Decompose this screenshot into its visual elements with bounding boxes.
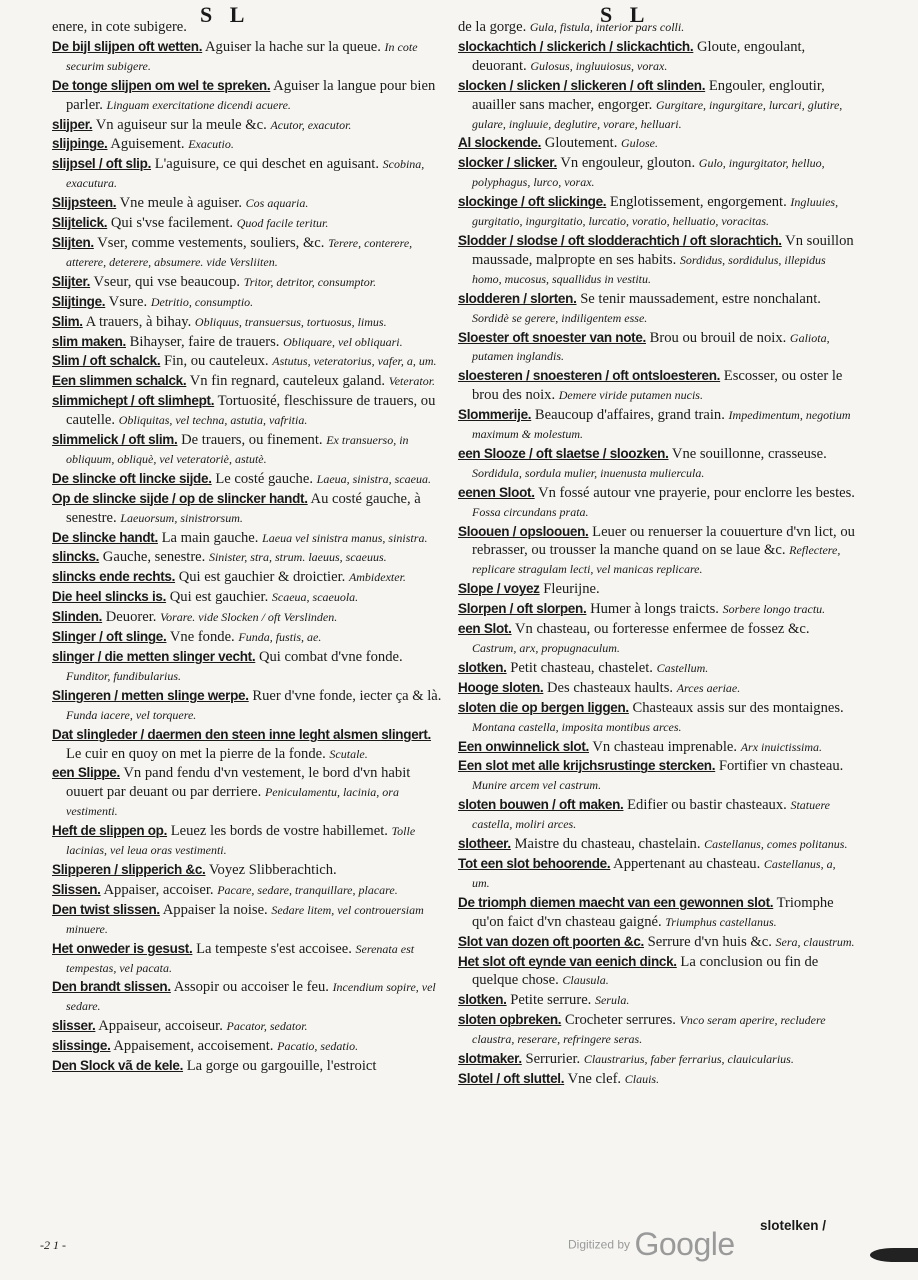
dictionary-entry — [52, 1037, 444, 1056]
entry-french: Vn fin regnard, cauteleux galand. — [189, 373, 386, 390]
dictionary-entry — [458, 484, 856, 522]
dictionary-entry — [52, 214, 444, 233]
entry-french: A trauers, à bihay. — [85, 313, 192, 330]
dictionary-entry — [458, 855, 856, 893]
entry-french: Vn fossé autour vne prayerie, pour enclorre les bestes. — [538, 484, 855, 501]
entry-latin: Castrum, arx, propugnaculum. — [472, 641, 620, 655]
entry-latin: Funda, fustis, ae. — [238, 630, 322, 645]
entry-latin: Detritio, consumptio. — [150, 294, 254, 309]
entry-french: Fin, ou cauteleux. — [164, 353, 269, 370]
entry-headword: slocken / slicken / slickeren / oft slinden. — [458, 77, 706, 93]
entry-latin: Exacutio. — [188, 137, 234, 152]
dictionary-entry — [458, 933, 856, 952]
entry-french: Aguisement. — [110, 136, 185, 153]
dictionary-entry — [458, 406, 856, 444]
entry-french: Vne souillonne, crasseuse. — [671, 445, 827, 462]
dictionary-entry — [52, 764, 444, 821]
dictionary-entry — [52, 135, 444, 154]
dictionary-entry — [52, 901, 444, 939]
entry-french: Le costé gauche. — [215, 470, 313, 487]
entry-headword: Het onweder is gesust. — [52, 940, 193, 956]
entry-french: Leuez les bords de vostre habillemet. — [170, 823, 388, 840]
dictionary-entry — [52, 687, 444, 725]
dictionary-entry — [52, 18, 444, 37]
entry-latin: Obliquus, transuersus, tortuosus, limus. — [194, 314, 387, 329]
entry-latin: Scaeua, scaeuola. — [271, 590, 359, 605]
entry-latin: Arx inuictissima. — [740, 739, 823, 754]
entry-headword: slijpinge. — [52, 136, 108, 152]
entry-headword: Den twist slissen. — [52, 901, 160, 917]
dictionary-entry — [458, 367, 856, 405]
entry-french: Edifier ou bastir chasteaux. — [627, 797, 787, 814]
entry-headword: sloesteren / snoesteren / oft ontsloesteren. — [458, 368, 721, 384]
entry-french: Deuorer. — [105, 609, 157, 626]
entry-headword: De slincke handt. — [52, 529, 158, 545]
entry-french: Le cuir en quoy on met la pierre de la fonde. — [66, 745, 326, 762]
dictionary-entry — [458, 445, 856, 483]
entry-headword: Heft de slippen op. — [52, 823, 168, 839]
dictionary-entry — [52, 548, 444, 567]
dictionary-entry — [52, 372, 444, 391]
entry-latin: Triumphus castellanus. — [665, 914, 777, 929]
entry-headword: slotheer. — [458, 836, 511, 852]
entry-latin: Sinister, stra, strum. laeuus, scaeuus. — [208, 550, 387, 565]
entry-french: Voyez Slibberachtich. — [208, 861, 337, 878]
entry-latin: Funditor, fundibularius. — [66, 668, 182, 683]
entry-latin: Fossa circundans prata. — [472, 504, 589, 519]
entry-headword: slincks ende rechts. — [52, 569, 176, 585]
dictionary-entry — [52, 392, 444, 430]
entry-headword: Den brandt slissen. — [52, 979, 171, 995]
entry-french: Gloutement. — [544, 135, 618, 152]
dictionary-entry — [52, 38, 444, 76]
entry-latin: Castellanus, comes politanus. — [704, 837, 848, 852]
entry-headword: slinger / die metten slinger vecht. — [52, 649, 256, 664]
dictionary-entry — [52, 529, 444, 548]
entry-latin: Ambidexter. — [348, 570, 406, 585]
entry-headword: Op de slincke sijde / op de slincker handt. — [52, 490, 308, 506]
entry-headword: Sloouen / opsloouen. — [458, 523, 589, 539]
entry-headword: sloten bouwen / oft maken. — [458, 797, 624, 813]
dictionary-entry — [52, 861, 444, 880]
entry-latin: Sorbere longo tractu. — [722, 602, 826, 617]
entry-latin: Demere viride putamen nucis. — [558, 388, 703, 403]
entry-latin: Sordidus, sordidulus, illepidus homo, mucosus, squallidus in vestitu. — [472, 252, 826, 286]
entry-latin: Gurgitare, ingurgitare, lurcari, glutire, gulare, ingluuie, deglutire, vorare, helluari. — [472, 97, 843, 131]
entry-french: Engouler, engloutir, auailler sans macher, engorger. — [472, 77, 825, 113]
entry-french: Chasteaux assis sur des montaignes. — [632, 699, 844, 716]
entry-latin: Clausula. — [562, 973, 609, 988]
entry-headword: Slot van dozen oft poorten &c. — [458, 933, 644, 949]
entry-french: Gauche, senestre. — [102, 549, 206, 566]
entry-french: Se tenir maussadement, estre nonchalant. — [580, 290, 821, 307]
entry-latin: Gulose. — [621, 136, 659, 151]
entry-french: Vne meule à aguiser. — [119, 195, 243, 212]
entry-headword: Slijtinge. — [52, 293, 106, 309]
entry-french: Appertenant au chasteau. — [613, 855, 761, 872]
entry-headword: slodderen / slorten. — [458, 290, 577, 306]
entry-latin: Peniculamentu, lacinia, ora vestimenti. — [66, 785, 399, 819]
entry-headword: een Slooze / oft slaetse / sloozken. — [458, 445, 669, 461]
dictionary-entry — [52, 1017, 444, 1036]
entry-headword: Slodder / slodse / oft slodderachtich / oft slorachtich. — [458, 232, 782, 248]
dictionary-entry — [458, 738, 856, 757]
entry-french: La conclusion ou fin de quelque chose. — [472, 953, 819, 989]
signature-mark: -2 1 - — [40, 1238, 66, 1252]
dictionary-entry — [458, 600, 856, 619]
entry-latin: Scutale. — [329, 746, 368, 761]
entry-latin: Tolle lacinias, vel leua oras vestimenti. — [66, 824, 416, 858]
entry-headword: De slincke oft lincke sijde. — [52, 470, 212, 486]
entry-french: Qui est gauchier. — [169, 589, 269, 606]
entry-latin: Pacare, sedare, tranquillare, placare. — [217, 882, 398, 897]
dictionary-entry — [52, 568, 444, 587]
entry-headword: Een slot met alle krijchsrustinge stercken. — [458, 758, 716, 774]
entry-latin: Astutus, veteratorius, vafer, a, um. — [272, 354, 437, 369]
entry-latin: Clauis. — [624, 1071, 660, 1086]
entry-headword: sloten opbreken. — [458, 1012, 562, 1028]
entry-french: Appaiser, accoiser. — [103, 881, 214, 898]
entry-french: Serrure d'vn huis &c. — [647, 933, 772, 950]
entry-headword: De triomph diemen maecht van een gewonnen slot. — [458, 894, 774, 910]
entry-latin: Impedimentum, negotium maximum & molestum. — [472, 408, 851, 442]
entry-latin: Laeuorsum, sinistrorsum. — [120, 510, 243, 525]
dictionary-entry — [458, 835, 856, 854]
entry-french: La tempeste s'est accoisee. — [196, 940, 352, 957]
entry-french: Serrurier. — [525, 1051, 581, 1068]
entry-french: Qui est gauchier & droictier. — [178, 569, 346, 586]
entry-french: Au costé gauche, à senestre. — [66, 490, 421, 526]
entry-latin: Sordidula, sordula mulier, inuenusta muliercula. — [472, 465, 705, 480]
dictionary-entry — [52, 234, 444, 272]
entry-french: Tortuosité, fleschissure de trauers, ou cautelle. — [66, 393, 436, 429]
dictionary-entry — [52, 155, 444, 193]
entry-latin: Statuere castella, moliri arces. — [472, 798, 830, 832]
dictionary-entry — [458, 18, 856, 37]
entry-headword: Slommerije. — [458, 407, 532, 423]
dictionary-entry — [458, 134, 856, 153]
entry-headword: Slope / voyez — [458, 581, 540, 597]
dictionary-entry — [52, 470, 444, 489]
entry-headword: Dat slingleder / daermen den steen inne leght alsmen slingert. — [52, 726, 432, 742]
entry-headword: een Slippe. — [52, 765, 120, 781]
dictionary-entry — [52, 940, 444, 978]
entry-latin: Ex transuerso, in obliquum, obliquè, vel veteratoriè, astutè. — [66, 433, 409, 466]
page-curl-shadow — [870, 1248, 918, 1262]
entry-french: enere, in cote subigere. — [52, 19, 187, 35]
entry-latin: Sordidè se gerere, indiligentem esse. — [472, 310, 648, 325]
entry-headword: slimmelick / oft slim. — [52, 432, 178, 448]
entry-latin: Arces aeriae. — [676, 680, 741, 695]
dictionary-entry — [52, 726, 444, 764]
entry-headword: Tot een slot behoorende. — [458, 855, 611, 871]
entry-headword: slimmichept / oft slimhept. — [52, 393, 215, 409]
entry-headword: Slorpen / oft slorpen. — [458, 601, 587, 617]
entry-latin: Tritor, detritor, consumptor. — [243, 274, 377, 289]
dictionary-entry — [458, 659, 856, 678]
digitized-prefix: Digitized by — [568, 1237, 631, 1252]
entry-french: Petite serrure. — [510, 992, 592, 1009]
entry-latin: Obliquitas, vel techna, astutia, vafritia. — [118, 413, 308, 428]
entry-french: Petit chasteau, chastelet. — [510, 659, 653, 676]
entry-french: Vne clef. — [567, 1070, 622, 1087]
entry-french: Des chasteaux haults. — [547, 679, 674, 696]
dictionary-entry — [458, 796, 856, 834]
entry-french: Brou ou brouil de noix. — [649, 329, 787, 346]
entry-headword: Die heel slincks is. — [52, 589, 167, 605]
entry-headword: De bijl slijpen oft wetten. — [52, 38, 203, 54]
dictionary-entry — [52, 608, 444, 627]
entry-latin: Castellanus, a, um. — [472, 856, 836, 890]
dictionary-entry — [458, 77, 856, 134]
entry-french: Aguiser la hache sur la queue. — [205, 38, 381, 55]
entry-latin: Serenata est tempestas, vel pacata. — [66, 941, 415, 975]
dictionary-entry — [458, 679, 856, 698]
entry-headword: eenen Sloot. — [458, 484, 535, 500]
entry-latin: Sera, claustrum. — [775, 934, 855, 949]
dictionary-entry — [458, 154, 856, 192]
entry-latin: Munire arcem vel castrum. — [472, 778, 602, 793]
entry-french: Triomphe qu'on faict d'vn chasteau gaigné. — [472, 894, 834, 930]
entry-french: Escosser, ou oster le brou des noix. — [472, 368, 843, 404]
dictionary-entry — [458, 757, 856, 795]
entry-latin: Quod facile teritur. — [236, 216, 329, 231]
entry-french: Englotissement, engorgement. — [609, 194, 787, 211]
dictionary-entry — [458, 290, 856, 328]
entry-headword: Slingeren / metten slinge werpe. — [52, 687, 249, 703]
entry-french: Humer à longs traicts. — [590, 601, 719, 618]
dictionary-entry — [52, 822, 444, 860]
entry-french: Assopir ou accoiser le feu. — [173, 979, 329, 996]
entry-french: Appaiseur, accoiseur. — [98, 1018, 223, 1035]
entry-latin: Veterator. — [388, 374, 436, 389]
entry-french: Leuer ou renuerser la couuerture d'vn lict, ou rebrasser, ou trousser la manche quand on se laue &c. — [472, 523, 855, 559]
entry-french: Vn chasteau, ou forteresse enfermee de fossez &c. — [514, 621, 810, 638]
entry-french: Beaucoup d'affaires, grand train. — [534, 407, 725, 424]
entry-latin: Ingluuies, gurgitatio, ingurgitatio, lurcatio, voratio, helluatio, voracitas. — [472, 195, 839, 229]
entry-french: Vn pand fendu d'vn vestement, le bord d'vn habit ouuert par deuant ou par derriere. — [66, 765, 411, 801]
entry-french: Qui s'vse facilement. — [110, 215, 234, 232]
dictionary-entry — [52, 431, 444, 469]
entry-french: Gloute, engoulant, deuorant. — [472, 38, 806, 74]
entry-headword: een Slot. — [458, 621, 512, 637]
entry-latin: Montana castella, imposita montibus arces. — [472, 719, 682, 734]
entry-headword: slockachtich / slickerich / slickachtich. — [458, 38, 694, 54]
entry-latin: In cote securim subigere. — [66, 39, 418, 73]
entry-headword: slincks. — [52, 549, 100, 565]
dictionary-entry — [458, 953, 856, 991]
entry-french: Vn souillon maussade, malpropte en ses habits. — [472, 232, 854, 268]
entry-headword: slotken. — [458, 659, 507, 675]
entry-latin: Reflectere, replicare stragulam lecti, vel manicas replicare. — [472, 543, 841, 577]
entry-french: Vne fonde. — [169, 629, 235, 646]
dictionary-entry — [52, 313, 444, 332]
entry-headword: slocker / slicker. — [458, 155, 557, 171]
dictionary-entry — [458, 1070, 856, 1089]
header-right: S L — [600, 2, 651, 27]
dictionary-entry — [52, 490, 444, 528]
entry-latin: Galiota, putamen inglandis. — [472, 330, 830, 364]
digitized-watermark — [568, 1226, 735, 1263]
dictionary-entry — [458, 620, 856, 658]
dictionary-entry — [458, 329, 856, 367]
entry-latin: Pacator, sedator. — [226, 1019, 308, 1034]
dictionary-entry — [52, 293, 444, 312]
entry-french: Fleurijne. — [543, 581, 600, 598]
entry-headword: slotmaker. — [458, 1051, 522, 1067]
dictionary-entry — [458, 1050, 856, 1069]
entry-latin: Linguam exercitatione dicendi acuere. — [106, 97, 291, 112]
entry-headword: slissinge. — [52, 1038, 111, 1054]
entry-french: Ruer d'vne fonde, iecter ça & là. — [252, 687, 442, 704]
entry-latin: Terere, conterere, atterere, deterere, absumere. vide Versliiten. — [66, 235, 413, 269]
dictionary-entry — [52, 978, 444, 1016]
entry-french: Vser, comme vestements, souliers, &c. — [97, 234, 325, 251]
dictionary-entry — [52, 116, 444, 135]
entry-latin: Vnco seram aperire, recludere claustra, reserare, refringere seras. — [472, 1013, 826, 1047]
entry-headword: Slim / oft schalck. — [52, 353, 161, 369]
entry-headword: Slijtelick. — [52, 215, 108, 231]
entry-latin: Laeua vel sinistra manus, sinistra. — [262, 530, 428, 545]
entry-latin: Serula. — [594, 993, 630, 1008]
right-column — [458, 18, 856, 1248]
entry-french: La main gauche. — [161, 529, 259, 546]
entry-french: Crocheter serrures. — [564, 1012, 676, 1029]
entry-headword: slim maken. — [52, 333, 126, 349]
dictionary-entry — [458, 1011, 856, 1049]
entry-latin: Gulosus, ingluuiosus, vorax. — [530, 58, 668, 73]
catchword: slotelken / — [760, 1218, 827, 1233]
entry-headword: De tonge slijpen om wel te spreken. — [52, 77, 271, 93]
entry-headword: Den Slock vã de kele. — [52, 1058, 184, 1074]
dictionary-entry — [458, 580, 856, 599]
entry-latin: Acutor, exacutor. — [270, 117, 352, 132]
dictionary-entry — [52, 194, 444, 213]
dictionary-entry — [52, 628, 444, 647]
entry-french: Vsure. — [108, 293, 148, 310]
dictionary-entry — [458, 232, 856, 289]
entry-french: Qui combat d'vne fonde. — [258, 649, 403, 665]
entry-headword: Sloester oft snoester van note. — [458, 329, 646, 345]
dictionary-entry — [458, 991, 856, 1010]
entry-headword: Een slimmen schalck. — [52, 373, 187, 389]
entry-headword: slijper. — [52, 116, 93, 132]
entry-french: Appaisement, accoisement. — [113, 1038, 274, 1055]
entry-french: Appaiser la noise. — [162, 901, 268, 918]
entry-french: Vn chasteau imprenable. — [592, 738, 738, 755]
dictionary-entry — [458, 894, 856, 932]
entry-latin: Gula, fistula, interior pars colli. — [529, 20, 685, 34]
entry-french: de la gorge. — [458, 19, 527, 35]
dictionary-entry — [52, 77, 444, 115]
entry-french: Maistre du chasteau, chastelain. — [514, 836, 701, 853]
entry-headword: Slijter. — [52, 273, 91, 289]
entry-headword: Hooge sloten. — [458, 679, 544, 695]
entry-latin: Cos aquaria. — [245, 196, 309, 211]
entry-headword: Slipperen / slipperich &c. — [52, 861, 206, 877]
entry-headword: Slissen. — [52, 881, 101, 897]
header-left: S L — [200, 2, 251, 27]
entry-french: Vseur, qui vse beaucoup. — [93, 273, 241, 290]
left-column — [52, 18, 444, 1248]
entry-latin: Pacatio, sedatio. — [277, 1039, 359, 1054]
entry-headword: slotken. — [458, 992, 507, 1008]
entry-french: L'aguisure, ce qui deschet en aguisant. — [154, 156, 379, 173]
entry-latin: Funda iacere, vel torquere. — [66, 707, 197, 722]
entry-latin: Obliquare, vel obliquari. — [283, 334, 403, 349]
entry-latin: Laeua, sinistra, scaeua. — [316, 471, 431, 486]
entry-headword: slockinge / oft slickinge. — [458, 194, 607, 210]
dictionary-entry — [458, 193, 856, 231]
entry-headword: slijpsel / oft slip. — [52, 156, 152, 172]
entry-headword: Een onwinnelick slot. — [458, 738, 589, 754]
entry-french: Bihayser, faire de trauers. — [129, 333, 280, 350]
entry-headword: Slinden. — [52, 609, 103, 625]
dictionary-entry — [52, 273, 444, 292]
entry-headword: Slijpsteen. — [52, 195, 117, 211]
entry-french: Fortifier vn chasteau. — [718, 758, 844, 775]
dictionary-entry — [52, 648, 444, 686]
entry-headword: slisser. — [52, 1018, 96, 1034]
entry-headword: Het slot oft eynde van eenich dinck. — [458, 953, 677, 969]
dictionary-entry — [458, 699, 856, 737]
entry-french: Vn engouleur, glouton. — [560, 155, 696, 172]
dictionary-entry — [52, 352, 444, 371]
dictionary-entry — [458, 38, 856, 76]
entry-latin: Gulo, ingurgitator, helluo, polyphagus, lurco, vorax. — [472, 156, 825, 190]
entry-latin: Claustrarius, faber ferrarius, clauicularius. — [583, 1052, 794, 1067]
entry-french: Vn aguiseur sur la meule &c. — [95, 116, 267, 133]
entry-headword: Slinger / oft slinge. — [52, 629, 167, 645]
entry-headword: Slim. — [52, 313, 83, 329]
entry-latin: Incendium sopire, vel sedare. — [66, 980, 436, 1014]
entry-french: La gorge ou gargouille, l'estroict — [186, 1058, 377, 1075]
entry-headword: sloten die op bergen liggen. — [458, 699, 629, 715]
dictionary-entry — [458, 523, 856, 580]
dictionary-entry — [52, 881, 444, 900]
entry-latin: Castellum. — [656, 660, 709, 675]
dictionary-entry — [52, 1057, 444, 1076]
dictionary-entry — [52, 588, 444, 607]
entry-latin: Sedare litem, vel controuersiam minuere. — [66, 902, 424, 936]
entry-french: De trauers, ou finement. — [181, 432, 323, 449]
entry-latin: Vorare. vide Slocken / oft Verslinden. — [160, 610, 338, 625]
entry-latin: Scobina, exacutura. — [66, 157, 425, 191]
entry-headword: Slotel / oft sluttel. — [458, 1070, 565, 1086]
entry-french: Aguiser la langue pour bien parler. — [66, 77, 436, 113]
entry-headword: Al slockende. — [458, 135, 542, 151]
google-logo: Google — [634, 1226, 735, 1262]
entry-headword: Slijten. — [52, 234, 94, 250]
dictionary-entry — [52, 333, 444, 352]
